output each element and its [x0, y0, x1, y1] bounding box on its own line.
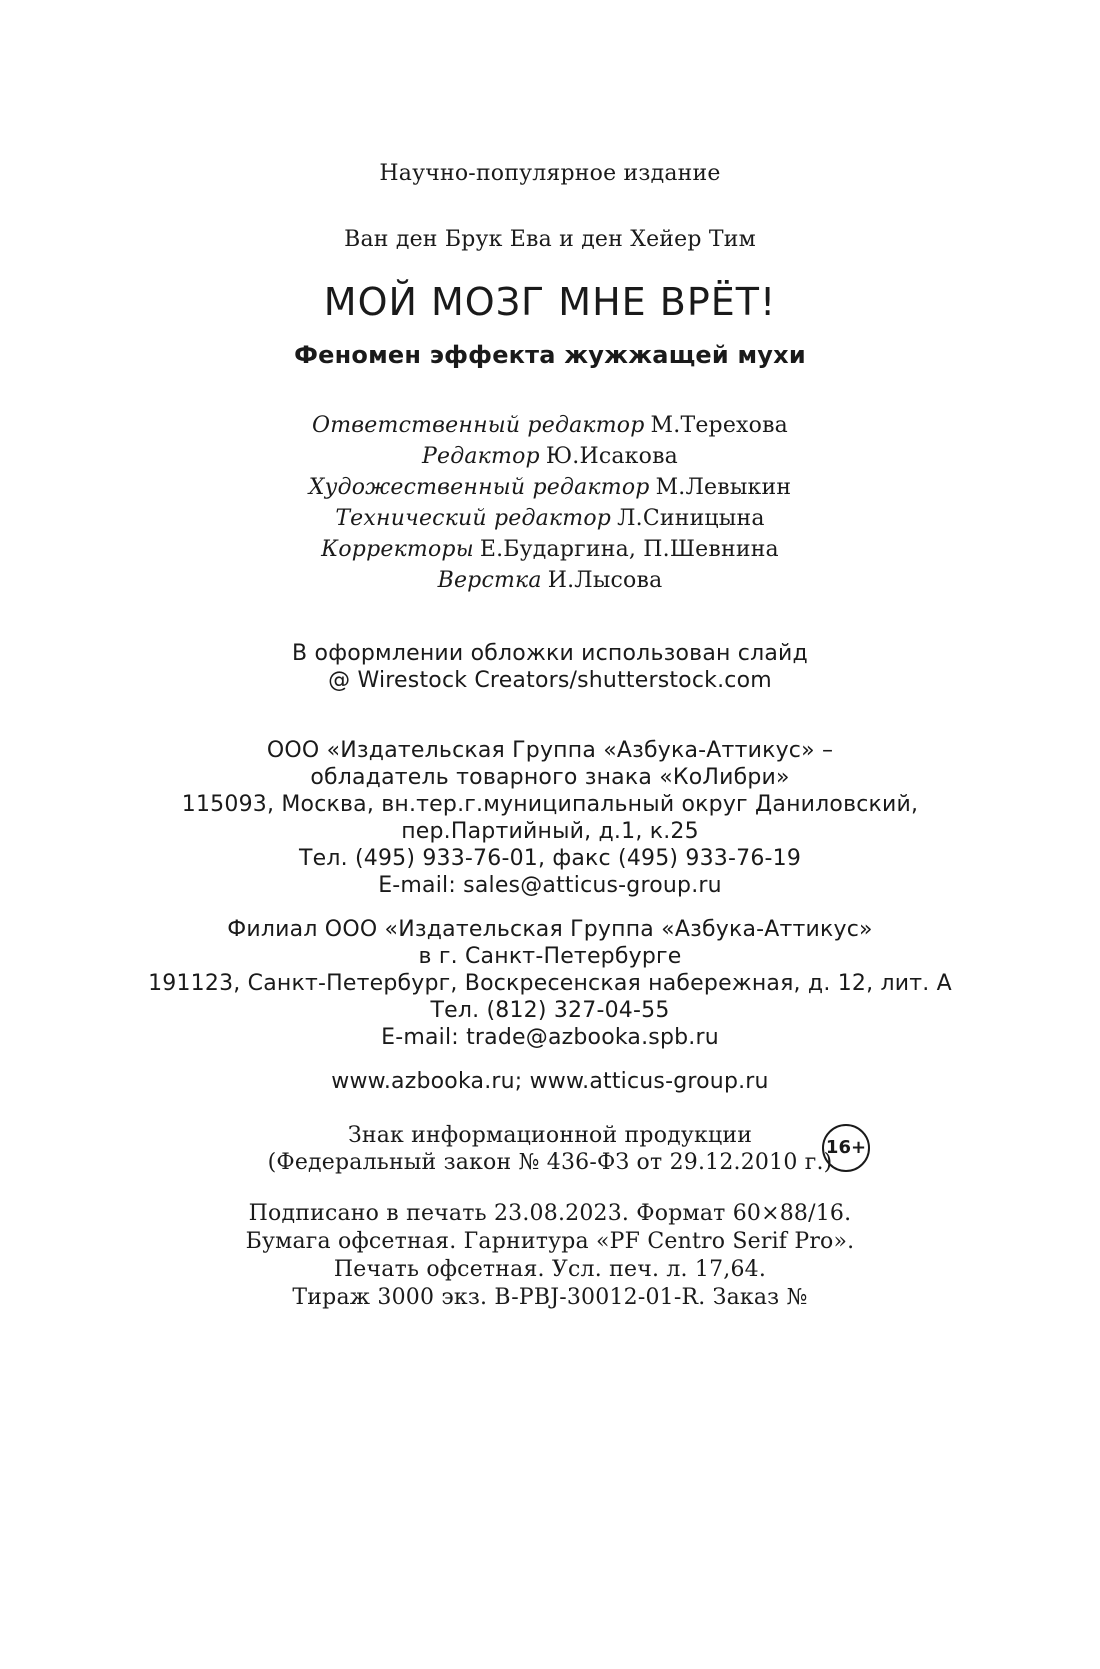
imprint-line: Подписано в печать 23.08.2023. Формат 60×88/16.: [248, 1201, 852, 1226]
branch-address: 191123, Санкт-Петербург, Воскресенская набережная, д. 12, лит. А: [148, 971, 952, 996]
websites: www.azbooka.ru; www.atticus-group.ru: [331, 1069, 769, 1094]
credit-line: [0, 536, 1100, 564]
info-sign-line: Знак информационной продукции: [347, 1123, 753, 1148]
credit-role: Ответственный редактор: [311, 413, 645, 438]
info-sign-law: (Федеральный закон № 436-ФЗ от 29.12.2010 г.): [267, 1150, 833, 1175]
branch-line: в г. Санкт-Петербурге: [418, 944, 682, 969]
book-subtitle: Феномен эффекта жужжащей мухи: [294, 341, 806, 369]
credit-line: [0, 474, 1100, 502]
credit-role: Верстка: [437, 568, 542, 593]
imprint-line: Тираж 3000 экз. B-PBJ-30012-01-R. Заказ №: [292, 1285, 808, 1310]
cover-credit-line: В оформлении обложки использован слайд: [292, 641, 808, 666]
credit-role: Художественный редактор: [308, 475, 650, 500]
credit-name: И.Лысова: [547, 568, 663, 593]
imprint-line: Печать офсетная. Усл. печ. л. 17,64.: [333, 1257, 767, 1282]
imprint-line: Бумага офсетная. Гарнитура «PF Centro Serif Pro».: [245, 1229, 855, 1254]
age-rating-badge: 16+: [822, 1124, 870, 1172]
credit-role: Технический редактор: [335, 506, 612, 531]
branch-phone: Тел. (812) 327-04-55: [430, 998, 670, 1023]
book-title: МОЙ МОЗГ МНЕ ВРЁТ!: [323, 280, 777, 324]
publisher-line: ООО «Издательская Группа «Азбука-Аттикус» –: [266, 738, 834, 763]
publisher-email: E-mail: sales@atticus-group.ru: [378, 873, 722, 898]
publisher-address: пер.Партийный, д.1, к.25: [401, 819, 699, 844]
credit-line: [0, 505, 1100, 533]
cover-credit-line: @ Wirestock Creators/shutterstock.com: [328, 668, 772, 693]
authors: Ван ден Брук Ева и ден Хейер Тим: [344, 227, 756, 252]
credit-name: М.Терехова: [650, 413, 789, 438]
credit-name: Ю.Исакова: [545, 444, 678, 469]
credit-role: Редактор: [422, 444, 540, 469]
credit-line: [0, 567, 1100, 595]
branch-email: E-mail: trade@azbooka.spb.ru: [381, 1025, 719, 1050]
credit-line: [0, 412, 1100, 440]
credit-name: М.Левыкин: [655, 475, 792, 500]
publisher-line: обладатель товарного знака «КоЛибри»: [310, 765, 790, 790]
credit-name: Л.Синицына: [617, 506, 765, 531]
credit-line: [0, 443, 1100, 471]
credit-name: Е.Бударгина, П.Шевнина: [479, 537, 779, 562]
publisher-address: 115093, Москва, вн.тер.г.муниципальный округ Даниловский,: [181, 792, 919, 817]
branch-line: Филиал ООО «Издательская Группа «Азбука-Аттикус»: [227, 917, 873, 942]
credit-role: Корректоры: [321, 537, 474, 562]
publisher-phone: Тел. (495) 933-76-01, факс (495) 933-76-19: [298, 846, 802, 871]
edition-type: Научно-популярное издание: [379, 161, 721, 186]
